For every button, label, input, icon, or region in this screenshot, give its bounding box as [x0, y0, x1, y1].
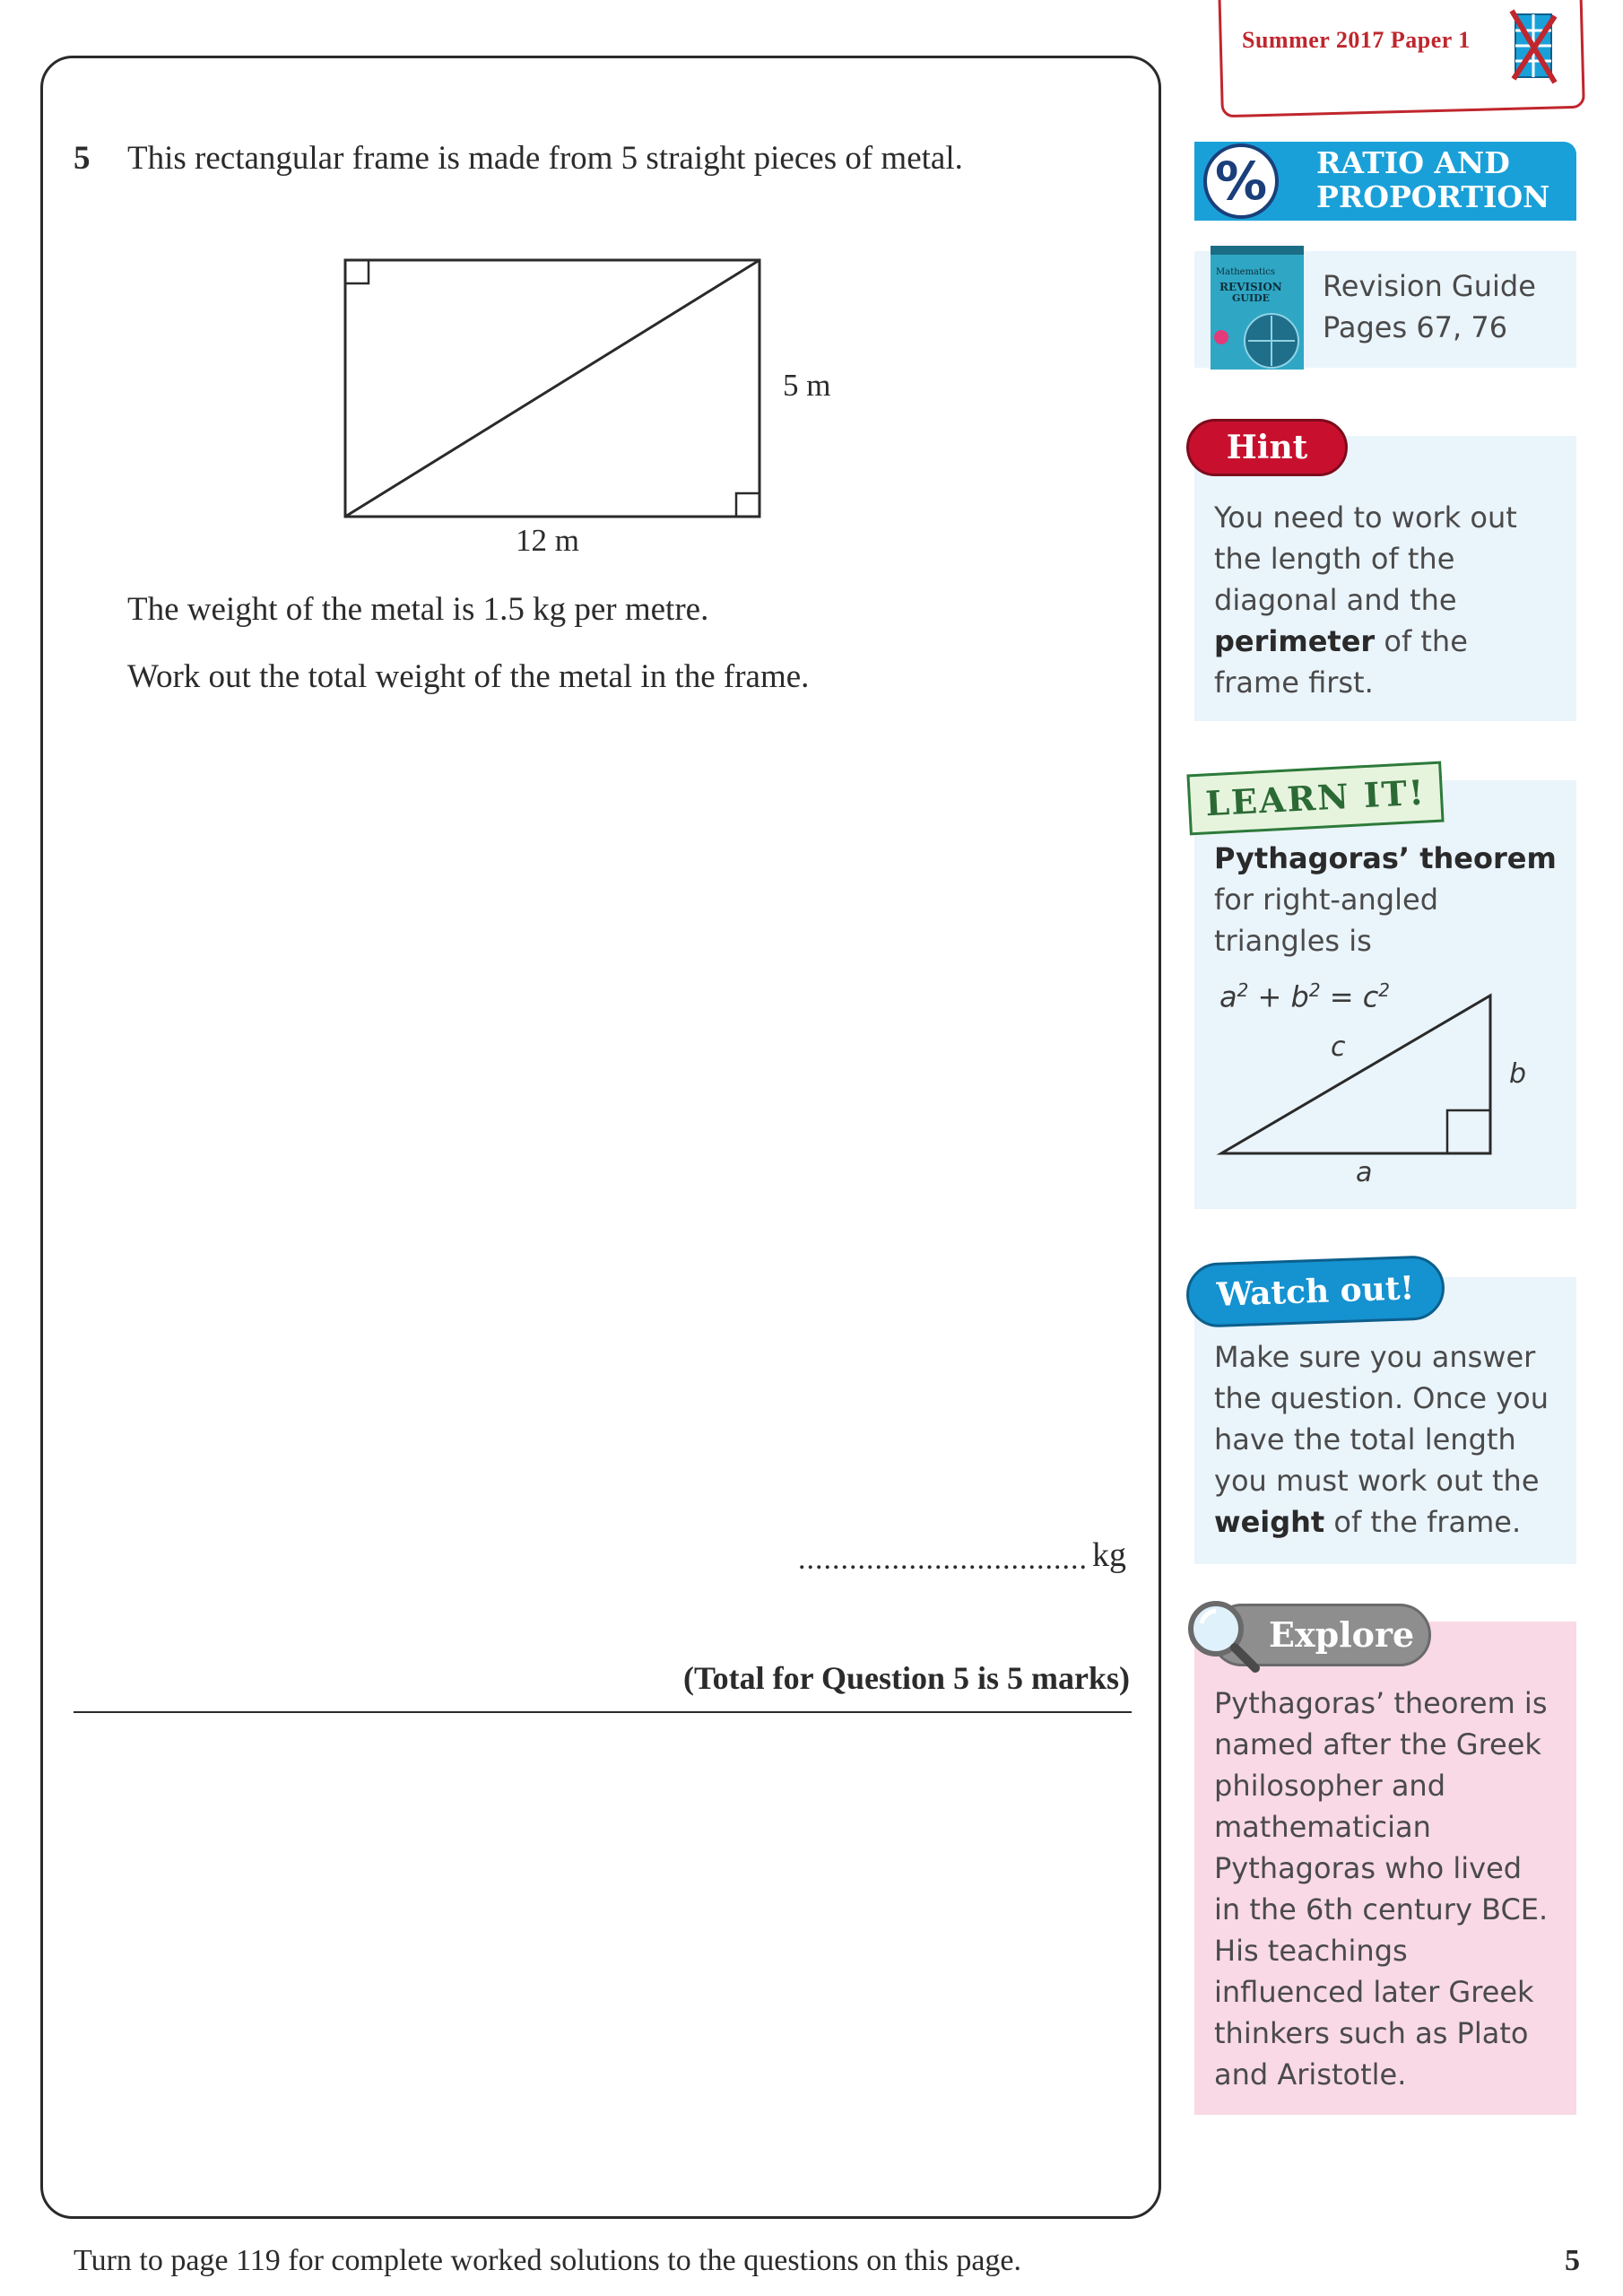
triangle [1221, 996, 1490, 1153]
question-number: 5 [74, 140, 91, 177]
book-title-3: GUIDE [1232, 292, 1271, 304]
topic-line-1: RATIO AND [1316, 145, 1510, 180]
triangle-label-c: c [1331, 1031, 1346, 1063]
formula-a-exponent: 2 [1237, 979, 1249, 1001]
explore-text: Pythagoras’ theorem is named after the Greek philosopher and mathematician Pythagoras who lived in the 6th century BCE. His teachings influenced later Greek thinkers such as Plato and Aristotle. [1214, 1686, 1549, 2092]
page-number: 5 [1565, 2244, 1580, 2277]
hint-badge: Hint [1186, 419, 1348, 476]
hint-text-2: of the frame first. [1214, 624, 1468, 700]
topic-line-2: PROPORTION [1316, 179, 1550, 214]
footer-text: Turn to page 119 for complete worked solutions to the questions on this page. [74, 2244, 1022, 2277]
crossed-grid-icon [1508, 7, 1558, 88]
revision-guide-book-icon [1209, 244, 1306, 371]
revision-guide-line-1: Revision Guide [1323, 269, 1536, 303]
triangle-label-b: b [1509, 1058, 1527, 1090]
formula-c: c [1362, 979, 1379, 1014]
triangle-label-a: a [1356, 1157, 1373, 1188]
percent-icon: % [1203, 144, 1279, 219]
explore-badge: Explore [1211, 1604, 1431, 1666]
pythagoras-formula [1219, 979, 1390, 1014]
formula-c-exponent: 2 [1378, 979, 1391, 1001]
learn-it-text: for right-angled triangles is [1214, 883, 1438, 958]
explore-panel [1194, 1622, 1576, 2115]
formula-a: a [1219, 979, 1237, 1014]
answer-line[interactable]: .................................. [798, 1543, 1088, 1576]
paper-label: Summer 2017 Paper 1 [1242, 27, 1471, 53]
watch-out-text-1: Make sure you answer the question. Once you have the total length you must work out the [1214, 1340, 1549, 1498]
book-title-2: REVISION [1219, 281, 1282, 293]
right-angle-marker-bottom-right [736, 493, 759, 517]
topic-title [1316, 146, 1576, 214]
weight-statement: The weight of the metal is 1.5 kg per metre. [127, 591, 709, 628]
total-divider [74, 1711, 1132, 1713]
watch-out-badge: Watch out! [1185, 1255, 1445, 1328]
learn-it-bold: Pythagoras’ theorem [1214, 841, 1557, 875]
watch-out-text-2: of the frame. [1324, 1505, 1522, 1539]
question-instruction: Work out the total weight of the metal in the frame. [127, 658, 810, 695]
triangle-right-angle-marker [1447, 1110, 1490, 1153]
formula-b-exponent: 2 [1308, 979, 1321, 1001]
side-length-label: 5 m [783, 368, 831, 403]
formula-plus: + [1257, 979, 1282, 1014]
total-marks: (Total for Question 5 is 5 marks) [682, 1660, 1130, 1696]
formula-b: b [1290, 979, 1309, 1014]
hint-bold: perimeter [1214, 624, 1376, 658]
frame-diagonal [345, 260, 759, 517]
book-title-1: Mathematics [1216, 267, 1275, 277]
watch-out-bold: weight [1214, 1505, 1325, 1539]
hint-panel [1194, 436, 1576, 721]
answer-unit: kg [1092, 1536, 1126, 1574]
revision-guide-pages: Pages 67, 76 [1323, 310, 1508, 344]
hint-text-1: You need to work out the length of the diagonal and the [1214, 500, 1517, 617]
formula-equals: = [1329, 979, 1354, 1014]
question-text: This rectangular frame is made from 5 straight pieces of metal. [127, 140, 963, 177]
learn-it-badge: LEARN IT! [1186, 761, 1444, 836]
bottom-length-label: 12 m [516, 523, 579, 558]
revision-guide-text [1323, 265, 1565, 348]
right-angle-marker-top-left [345, 260, 369, 283]
rectangular-frame-diagram [336, 251, 874, 556]
magnifier-icon [1180, 1593, 1263, 1675]
